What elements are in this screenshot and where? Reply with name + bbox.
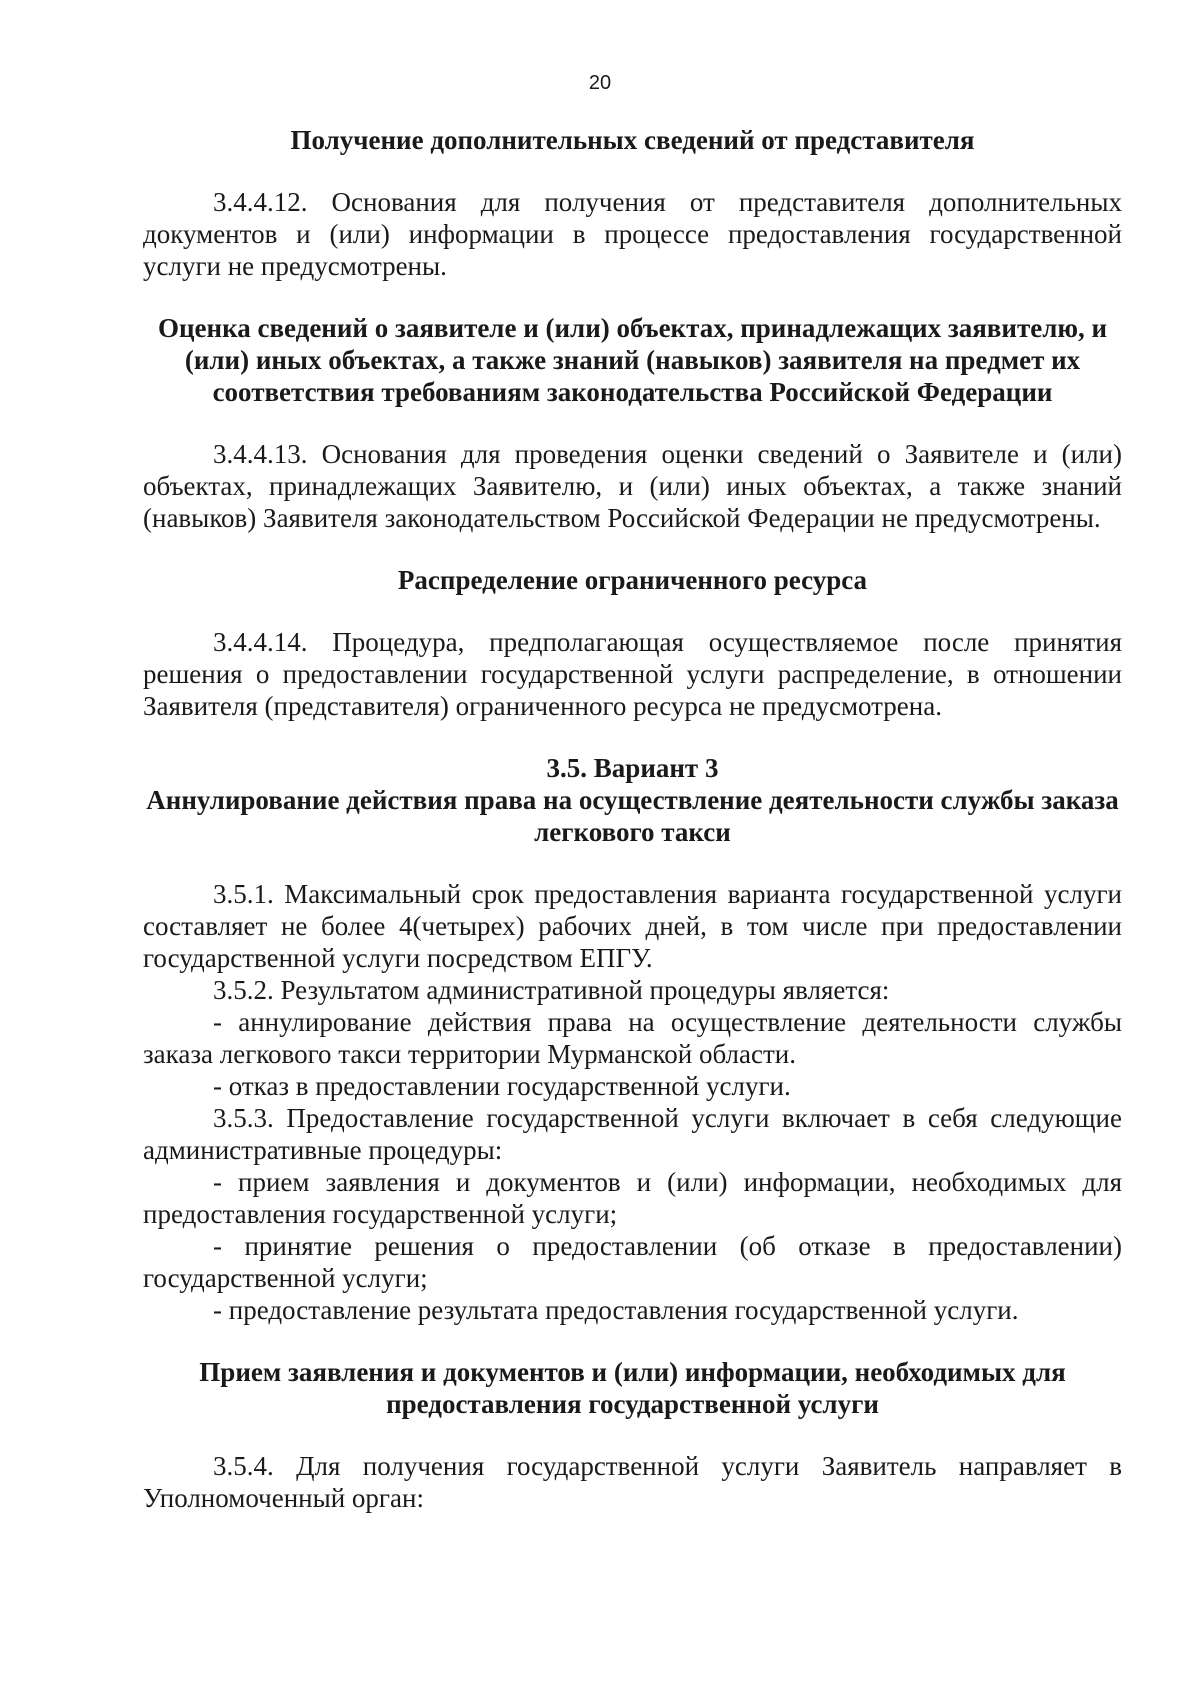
paragraph-3-4-4-13: 3.4.4.13. Основания для проведения оценки сведений о Заявителе и (или) объектах, принадлежащих Заявителю, и (или) иных объектах, а также знаний (навыков) Заявителя законодательством Российской Федерации не предусмотрены. (143, 439, 1122, 533)
variant-number: 3.5. Вариант 3 (546, 753, 719, 783)
paragraph-3-4-4-14: 3.4.4.14. Процедура, предполагающая осуществляемое после принятия решения о предоставлении государственной услуги распределение, в отношении Заявителя (представителя) ограниченного ресурса не предусмотрена. (143, 627, 1122, 721)
list-item-annulment: - аннулирование действия права на осуществление деятельности службы заказа легкового такси территории Мурманской области. (143, 1007, 1122, 1069)
section-heading-applicant-assessment: Оценка сведений о заявителе и (или) объектах, принадлежащих заявителю, и (или) иных объектах, а также знаний (навыков) заявителя на предмет их соответствия требованиям законодательства Российской Федерации (157, 313, 1108, 407)
page-number: 20 (588, 72, 612, 94)
list-item-result: - предоставление результата предоставления государственной услуги. (213, 1295, 1019, 1325)
paragraph-3-5-3: 3.5.3. Предоставление государственной услуги включает в себя следующие административные процедуры: (143, 1103, 1122, 1165)
paragraph-3-5-4: 3.5.4. Для получения государственной услуги Заявитель направляет в Уполномоченный орган: (143, 1451, 1122, 1513)
paragraph-3-4-4-12: 3.4.4.12. Основания для получения от представителя дополнительных документов и (или) информации в процессе предоставления государственной услуги не предусмотрены. (143, 187, 1122, 281)
section-heading-additional-info: Получение дополнительных сведений от представителя (290, 125, 975, 155)
variant-title: Аннулирование действия права на осуществление деятельности службы заказа легкового такси (146, 785, 1119, 847)
list-item-reception: - прием заявления и документов и (или) информации, необходимых для предоставления государственной услуги; (143, 1167, 1122, 1229)
paragraph-3-5-1: 3.5.1. Максимальный срок предоставления варианта государственной услуги составляет не более 4(четырех) рабочих дней, в том числе при предоставлении государственной услуги посредством ЕПГУ. (143, 879, 1122, 973)
list-item-decision: - принятие решения о предоставлении (об отказе в предоставлении) государственной услуги; (143, 1231, 1122, 1293)
paragraph-3-5-2: 3.5.2. Результатом административной процедуры является: (213, 975, 890, 1005)
list-item-refusal: - отказ в предоставлении государственной услуги. (213, 1071, 791, 1101)
section-heading-resource-distribution: Распределение ограниченного ресурса (397, 565, 868, 595)
section-heading-application-reception: Прием заявления и документов и (или) информации, необходимых для предоставления государственной услуги (199, 1357, 1066, 1419)
document-body (143, 124, 1122, 1514)
